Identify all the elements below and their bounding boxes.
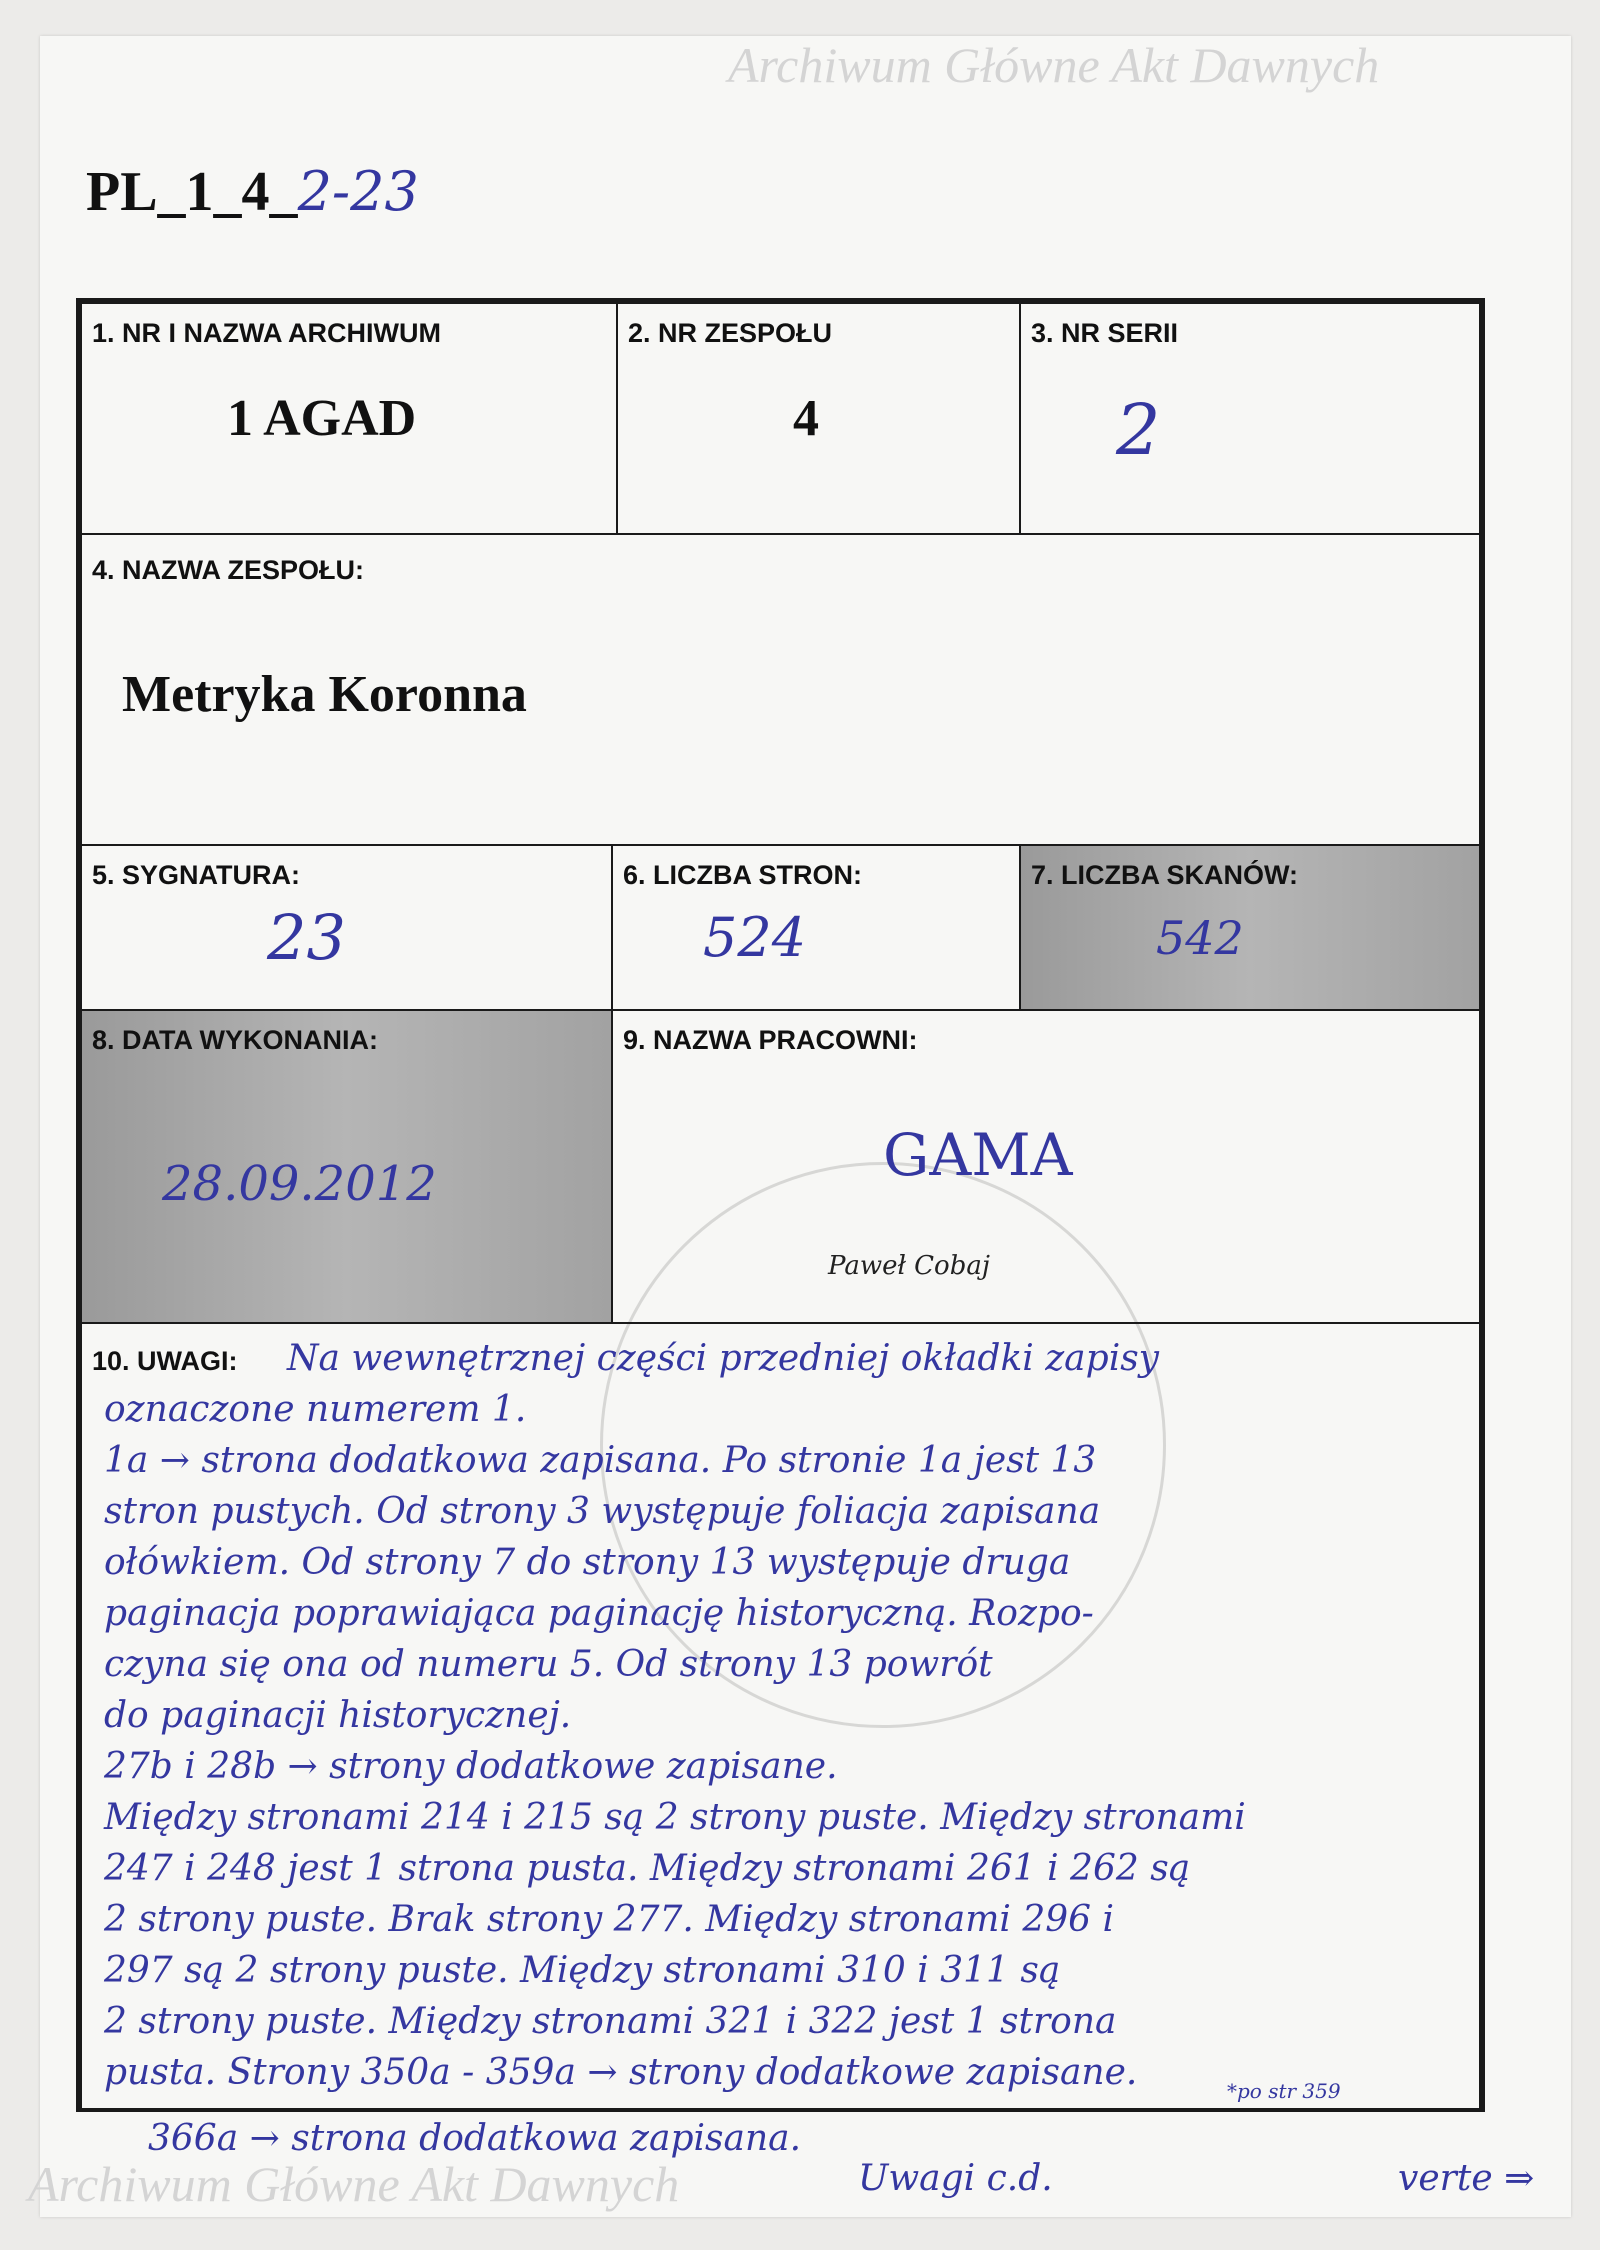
remarks-line: 2 strony puste. Między stronami 321 i 322 jest 1 strona bbox=[104, 2001, 1117, 2042]
reference-code bbox=[86, 160, 419, 224]
remarks-line: stron pustych. Od strony 3 występuje foliacja zapisana bbox=[104, 1491, 1101, 1532]
fonds-no-label: 2. NR ZESPOŁU bbox=[628, 318, 833, 348]
remarks-cell bbox=[80, 1322, 1481, 2112]
signature-value: 23 bbox=[267, 901, 346, 974]
remarks-line: czyna się ona od numeru 5. Od strony 13 powrót bbox=[104, 1644, 993, 1685]
metadata-form bbox=[76, 298, 1485, 2112]
remarks-line: Między stronami 214 i 215 są 2 strony puste. Między stronami bbox=[104, 1797, 1246, 1838]
remarks-line: oznaczone numerem 1. bbox=[104, 1389, 527, 1430]
remarks-line: 27b i 28b → strony dodatkowe zapisane. bbox=[104, 1746, 838, 1787]
fonds-no-value: 4 bbox=[793, 390, 819, 447]
series-no-value: 2 bbox=[1116, 389, 1161, 471]
watermark-bottom: Archiwum Główne Akt Dawnych bbox=[28, 2156, 680, 2212]
date-value: 28.09.2012 bbox=[162, 1156, 437, 1212]
reference-printed: PL_1_4_ bbox=[86, 161, 298, 223]
signature-cell bbox=[80, 844, 613, 1011]
continued-remark: 366a → strona dodatkowa zapisana. bbox=[148, 2118, 802, 2159]
remarks-line: 297 są 2 strony puste. Między stronami 310 i 311 są bbox=[104, 1950, 1061, 1991]
pages-cell bbox=[611, 844, 1021, 1011]
remarks-line: ołówkiem. Od strony 7 do strony 13 występuje druga bbox=[104, 1542, 1071, 1583]
date-label: 8. DATA WYKONANIA: bbox=[92, 1025, 378, 1055]
pages-label: 6. LICZBA STRON: bbox=[623, 860, 862, 890]
verte-note: verte ⇒ bbox=[1398, 2158, 1535, 2199]
archive-label: 1. NR I NAZWA ARCHIWUM bbox=[92, 318, 441, 348]
remarks-line: paginacja poprawiająca paginację historyczną. Rozpo- bbox=[104, 1593, 1094, 1634]
remarks-line: 2 strony puste. Brak strony 277. Między stronami 296 i bbox=[104, 1899, 1114, 1940]
remarks-label: 10. UWAGI: bbox=[92, 1346, 238, 1376]
remarks-continued-label: Uwagi c.d. bbox=[858, 2158, 1053, 2199]
archive-cell bbox=[80, 302, 618, 535]
remarks-footnote: *po str 359 bbox=[1227, 2079, 1341, 2103]
pages-value: 524 bbox=[703, 906, 807, 969]
remarks-line: do paginacji historycznej. bbox=[104, 1695, 572, 1736]
studio-cell bbox=[611, 1009, 1481, 1324]
archive-value: 1 AGAD bbox=[227, 390, 417, 447]
date-cell bbox=[80, 1009, 613, 1324]
series-no-cell bbox=[1019, 302, 1481, 535]
watermark-top: Archiwum Główne Akt Dawnych bbox=[728, 37, 1380, 93]
scans-label: 7. LICZBA SKANÓW: bbox=[1031, 860, 1298, 890]
fonds-name-label: 4. NAZWA ZESPOŁU: bbox=[92, 555, 365, 585]
handwritten-signature: Paweł Cobaj bbox=[828, 1251, 990, 1281]
fonds-name-value: Metryka Koronna bbox=[122, 666, 527, 723]
scans-value: 542 bbox=[1156, 911, 1244, 965]
remarks-line: pusta. Strony 350a - 359a → strony dodatkowe zapisane. bbox=[104, 2052, 1138, 2093]
remarks-line: Na wewnętrznej części przedniej okładki zapisy bbox=[287, 1338, 1160, 1379]
fonds-name-cell bbox=[80, 533, 1481, 846]
studio-value: GAMA bbox=[883, 1121, 1073, 1189]
studio-label: 9. NAZWA PRACOWNI: bbox=[623, 1025, 918, 1055]
fonds-no-cell bbox=[616, 302, 1021, 535]
remarks-line: 247 i 248 jest 1 strona pusta. Między stronami 261 i 262 są bbox=[104, 1848, 1191, 1889]
series-no-label: 3. NR SERII bbox=[1031, 318, 1179, 348]
reference-handwritten: 2-23 bbox=[297, 160, 419, 223]
signature-label: 5. SYGNATURA: bbox=[92, 860, 301, 890]
scans-cell bbox=[1019, 844, 1481, 1011]
remarks-line: 1a → strona dodatkowa zapisana. Po stronie 1a jest 13 bbox=[104, 1440, 1097, 1481]
